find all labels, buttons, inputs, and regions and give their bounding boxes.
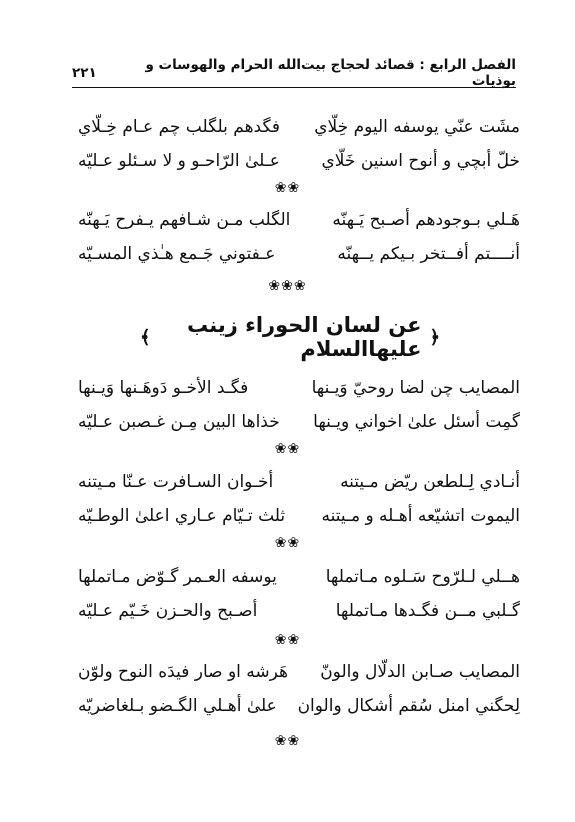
hemistich-right: المصايب صـابن الدلّال والونّ [320, 662, 520, 682]
verse-line [78, 206, 520, 240]
title-bracket-open: ﴿ [429, 326, 440, 348]
stanza [78, 374, 520, 442]
hemistich-right: هــلي لـلرّوح سَـلوه مـاتملها [325, 567, 520, 587]
hemistich-left: ثلث تـيّام عـاري اعلىٰ الوطـيّه [78, 506, 286, 526]
stanza [78, 658, 520, 726]
hemistich-left: يوسفه العـمر گـوّض مـاتملها [78, 567, 277, 587]
verse-line [78, 597, 520, 631]
stanza-ornament: ❀❀ [274, 733, 301, 749]
section-title-text: عن لسان الحوراء زينب عليها‌السلام [187, 313, 422, 361]
hemistich-right: لِحگني امنل سُقم أشكال والوان [297, 696, 520, 716]
hemistich-right: مشَت عنّي يوسفه اليوم خِلّاي [314, 117, 520, 137]
verse-line [78, 692, 520, 726]
hemistich-left: الگلب مـن شـافهم يـفرح يَـهنّه [78, 210, 291, 230]
stanza [78, 206, 520, 274]
hemistich-left: خذاها البين مِـن غـصبن عـليّه [78, 412, 280, 432]
stanza-ornament: ❀❀❀ [268, 278, 307, 294]
hemistich-right: گـلبي مــن فگـدها مـاتملها [335, 601, 520, 621]
stanza-ornament: ❀❀ [274, 441, 301, 457]
hemistich-left: عـفتوني جَـمع هـٰذي المسـيّه [78, 244, 276, 264]
verse-line [78, 658, 520, 692]
verse-line [78, 563, 520, 597]
verse-line [78, 113, 520, 147]
stanza [78, 563, 520, 631]
hemistich-right: خلّ أبچي و أنوح اسنين خَلّاي [321, 151, 520, 171]
running-header [72, 57, 516, 89]
verse-line [78, 468, 520, 502]
hemistich-right: أنـادي لِـلطعن ريّض مـيتنه [340, 472, 520, 492]
verse-line [78, 374, 520, 408]
chapter-title: الفصل الرابع : قصائد لحجاج بيت‌الله الحرام والهوسات و بوذيات [145, 57, 516, 89]
stanza [78, 113, 520, 181]
hemistich-right: المصايب چن لضا روحيّ وَيـنها [311, 378, 520, 398]
hemistich-left: أخـوان السـافرت عـنّا مـيتنه [78, 472, 274, 492]
header-rule [72, 87, 516, 88]
hemistich-left: فگـد الأخـو دَوهَـنها وَيـنها [78, 378, 249, 398]
hemistich-right: اليموت اتشيّعه أهـله و مـيتنه [321, 506, 520, 526]
verse-line [78, 408, 520, 442]
hemistich-left: فگدهم بلگلب چم عـام خِـلّاي [78, 117, 280, 137]
hemistich-left: علىٰ أهـلي الگـضو بـلغاضريّه [78, 696, 277, 716]
hemistich-left: هَرشه او صار فيدَه النوح ولوّن [78, 662, 289, 682]
section-title [140, 313, 440, 361]
stanza-ornament: ❀❀ [274, 632, 301, 648]
stanza-ornament: ❀❀ [274, 180, 301, 196]
stanza [78, 468, 520, 536]
page-number: ۲۲۱ [72, 65, 97, 81]
hemistich-right: گمِت أسئل علىٰ اخواني ويـنها [313, 412, 520, 432]
hemistich-right: أنــــتم أفــتخر بـيكم يــهنّه [337, 244, 520, 264]
verse-line [78, 240, 520, 274]
stanza-ornament: ❀❀ [274, 535, 301, 551]
hemistich-left: أصـبح والحـزن خَـيّم عـليّه [78, 601, 258, 621]
hemistich-left: عـلىٰ الرّاحـو و لا سـئلو عـليّه [78, 151, 280, 171]
title-bracket-close: ﴾ [140, 326, 151, 348]
verse-line [78, 147, 520, 181]
verse-line [78, 502, 520, 536]
hemistich-right: هَـلي بـوجودهم أصـبح يَـهنّه [332, 210, 520, 230]
